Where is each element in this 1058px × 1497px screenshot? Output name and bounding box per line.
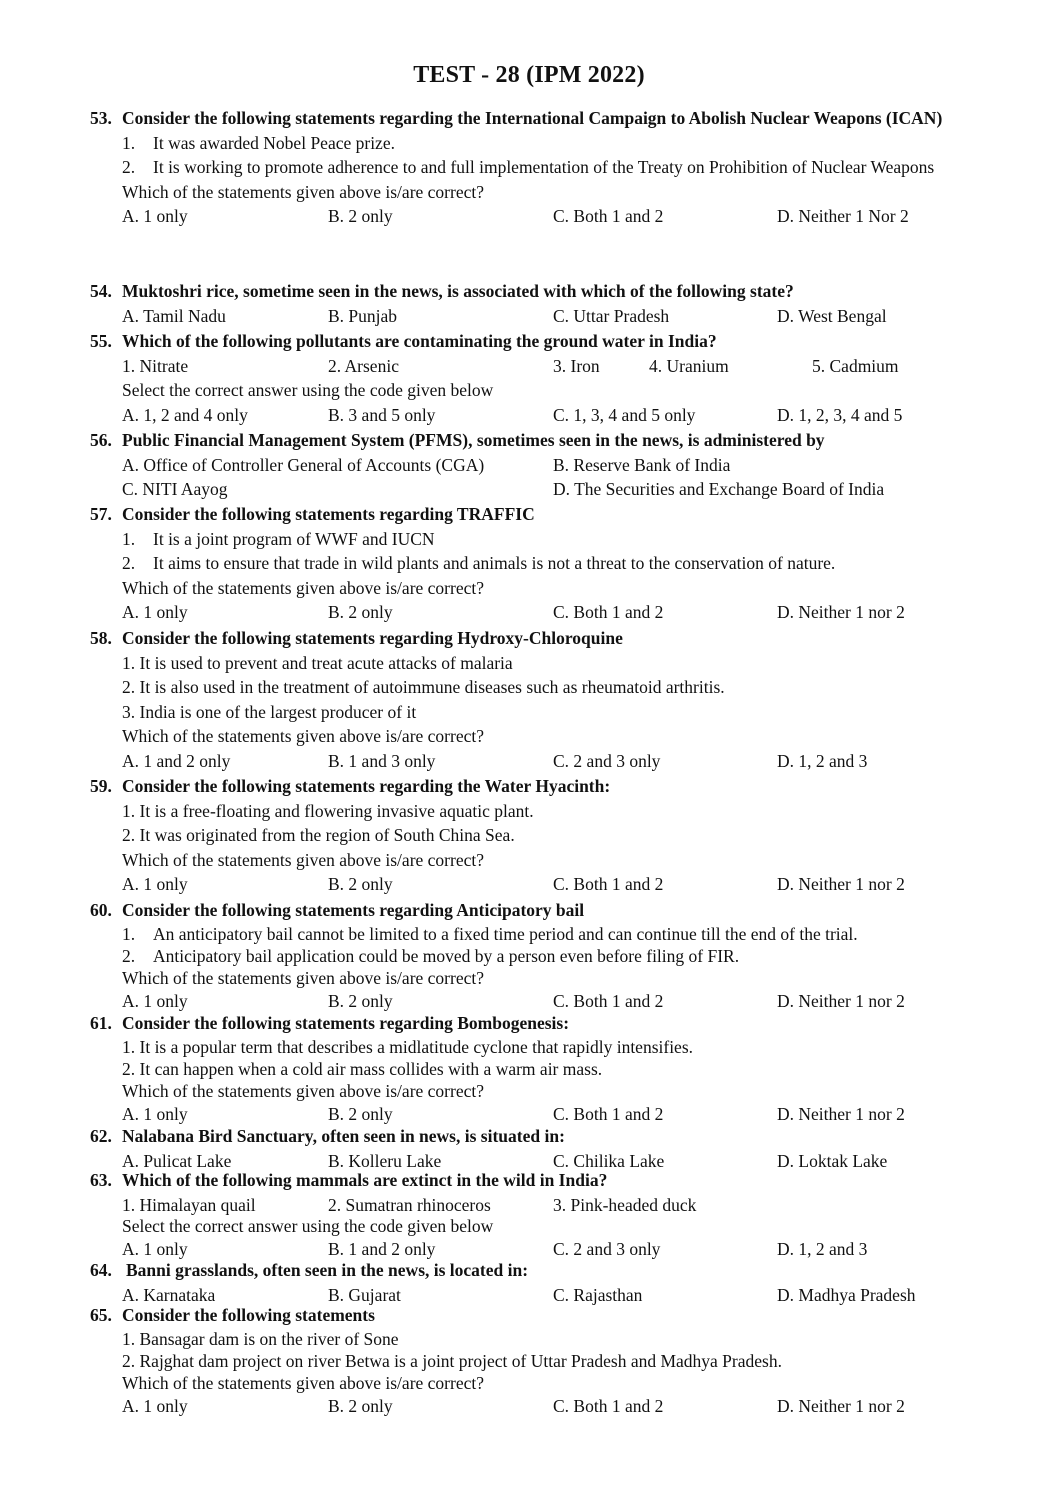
statement: 1. It is a joint program of WWF and IUCN: [122, 528, 435, 549]
question-number: 55.: [90, 331, 112, 351]
items-row: [122, 1193, 970, 1215]
statement: 1. Bansagar dam is on the river of Sone: [122, 1328, 399, 1349]
question-54: [90, 279, 970, 328]
option-c: C. NITI Aayog: [122, 479, 228, 500]
option-c: C. Both 1 and 2: [553, 1103, 664, 1124]
options-row: [122, 403, 970, 428]
question-number: 56.: [90, 430, 112, 450]
question-number: 58.: [90, 628, 112, 648]
statement: 1. It is a popular term that describes a midlatitude cyclone that rapidly intensifies.: [122, 1036, 694, 1057]
question-number: 62.: [90, 1126, 112, 1146]
statement: 2. It was originated from the region of South China Sea.: [122, 825, 515, 846]
question-prompt: Which of the statements given above is/are correct?: [122, 1080, 484, 1101]
option-b: B. 2 only: [328, 990, 393, 1011]
options-row: [122, 1394, 970, 1419]
question-number: 53.: [90, 108, 112, 128]
option-c: C. 2 and 3 only: [553, 750, 661, 771]
option-b: B. 2 only: [328, 206, 393, 227]
option-c: C. 2 and 3 only: [553, 1238, 661, 1259]
options-row: [122, 749, 970, 774]
question-prompt: Which of the statements given above is/are correct?: [122, 1372, 484, 1393]
items-row: [122, 354, 970, 379]
options-row: [122, 453, 970, 478]
statement: 1. It is used to prevent and treat acute attacks of malaria: [122, 652, 513, 673]
option-d: D. West Bengal: [777, 305, 887, 326]
option-c: C. Both 1 and 2: [553, 990, 664, 1011]
option-c: C. Both 1 and 2: [553, 1395, 664, 1416]
item: 3. Pink-headed duck: [553, 1194, 697, 1215]
question-text: Which of the following mammals are extinct in the wild in India?: [122, 1170, 608, 1190]
option-c: C. 1, 3, 4 and 5 only: [553, 404, 696, 425]
option-c: C. Both 1 and 2: [553, 602, 664, 623]
statement: 3. India is one of the largest producer of it: [122, 701, 417, 722]
question-prompt: Which of the statements given above is/are correct?: [122, 849, 484, 870]
options-row: [122, 872, 970, 897]
option-a: A. 1 only: [122, 1238, 188, 1259]
question-62: [90, 1124, 970, 1173]
item: 5. Cadmium: [812, 355, 899, 376]
question-prompt: Select the correct answer using the code given below: [122, 380, 494, 401]
question-prompt: Which of the statements given above is/are correct?: [122, 967, 484, 988]
question-text: Consider the following statements: [122, 1305, 375, 1325]
item: 1. Himalayan quail: [122, 1194, 256, 1215]
question-text: Consider the following statements regarding TRAFFIC: [122, 504, 535, 524]
option-d: D. Neither 1 nor 2: [777, 874, 905, 895]
item: 3. Iron: [553, 355, 600, 376]
question-number: 64.: [90, 1260, 112, 1280]
question-number: 59.: [90, 776, 112, 796]
question-57: [90, 502, 970, 625]
option-b: B. 2 only: [328, 602, 393, 623]
option-b: B. 3 and 5 only: [328, 404, 436, 425]
options-row: [122, 204, 970, 229]
statement: 2. Anticipatory bail application could be moved by a person even before filing of FIR.: [122, 945, 740, 966]
question-number: 63.: [90, 1170, 112, 1190]
option-a: A. 1 only: [122, 1103, 188, 1124]
statement: 2. It is also used in the treatment of autoimmune diseases such as rheumatoid arthritis.: [122, 677, 725, 698]
question-text: Public Financial Management System (PFMS), sometimes seen in the news, is administered by: [122, 430, 825, 450]
item: 1. Nitrate: [122, 355, 189, 376]
question-number: 65.: [90, 1305, 112, 1325]
statement: 1. An anticipatory bail cannot be limited to a fixed time period and can continue till the end of the trial.: [122, 923, 858, 944]
statement: 2. It is working to promote adherence to and full implementation of the Treaty on Prohibition of Nuclear Weapons: [122, 157, 935, 178]
statement: 2. It aims to ensure that trade in wild plants and animals is not a threat to the conservation of nature.: [122, 553, 836, 574]
page-title: TEST - 28 (IPM 2022): [413, 62, 645, 88]
option-a: A. 1, 2 and 4 only: [122, 404, 248, 425]
question-text: Which of the following pollutants are contaminating the ground water in India?: [122, 331, 717, 351]
question-number: 61.: [90, 1013, 112, 1033]
question-56: [90, 428, 970, 502]
question-prompt: Which of the statements given above is/are correct?: [122, 181, 484, 202]
options-row: [122, 989, 970, 1014]
question-text: Consider the following statements regarding Anticipatory bail: [122, 900, 585, 920]
options-row: [122, 304, 970, 329]
question-prompt: Which of the statements given above is/are correct?: [122, 726, 484, 747]
question-text: Consider the following statements regarding Hydroxy-Chloroquine: [122, 628, 623, 648]
option-a: A. 1 only: [122, 602, 188, 623]
option-c: C. Both 1 and 2: [553, 874, 664, 895]
question-text: Consider the following statements regarding the Water Hyacinth:: [122, 776, 611, 796]
option-d: D. Madhya Pradesh: [777, 1284, 916, 1305]
question-64: [90, 1258, 970, 1307]
question-55: [90, 329, 970, 427]
statement: 2. It can happen when a cold air mass collides with a warm air mass.: [122, 1058, 603, 1079]
option-d: D. Neither 1 Nor 2: [777, 206, 909, 227]
question-number: 57.: [90, 504, 112, 524]
option-b: B. 1 and 2 only: [328, 1238, 436, 1259]
option-a: A. 1 only: [122, 990, 188, 1011]
option-d: D. Neither 1 nor 2: [777, 1103, 905, 1124]
question-text: Consider the following statements regarding the International Campaign to Abolish Nuclear Weapons (ICAN): [122, 108, 943, 128]
question-prompt: Which of the statements given above is/are correct?: [122, 577, 484, 598]
question-65: [90, 1303, 970, 1418]
option-d: D. 1, 2 and 3: [777, 1238, 868, 1259]
option-b: B. Reserve Bank of India: [553, 454, 731, 475]
item: 4. Uranium: [649, 355, 729, 376]
options-row: [122, 477, 970, 502]
option-a: A. 1 only: [122, 206, 188, 227]
question-60: [90, 898, 970, 1013]
question-58: [90, 626, 970, 774]
question-number: 54.: [90, 281, 112, 301]
statement: 1. It was awarded Nobel Peace prize.: [122, 132, 395, 153]
options-row: [122, 600, 970, 625]
option-a: A. Pulicat Lake: [122, 1150, 232, 1171]
question-text: Nalabana Bird Sanctuary, often seen in news, is situated in:: [122, 1126, 565, 1146]
question-number: 60.: [90, 900, 112, 920]
option-d: D. Neither 1 nor 2: [777, 1395, 905, 1416]
statement: 1. It is a free-floating and flowering invasive aquatic plant.: [122, 800, 534, 821]
option-b: B. Kolleru Lake: [328, 1150, 442, 1171]
option-b: B. Punjab: [328, 305, 398, 326]
option-a: A. Office of Controller General of Accounts (CGA): [122, 454, 485, 475]
question-63: [90, 1168, 970, 1261]
option-d: D. The Securities and Exchange Board of India: [553, 479, 885, 500]
option-c: C. Both 1 and 2: [553, 206, 664, 227]
option-b: B. 1 and 3 only: [328, 750, 436, 771]
question-53: [90, 106, 970, 229]
option-b: B. 2 only: [328, 874, 393, 895]
option-d: D. Neither 1 nor 2: [777, 990, 905, 1011]
question-text: Muktoshri rice, sometime seen in the news, is associated with which of the following state?: [122, 281, 794, 301]
option-d: D. 1, 2, 3, 4 and 5: [777, 404, 903, 425]
option-b: B. 2 only: [328, 1103, 393, 1124]
option-b: B. 2 only: [328, 1395, 393, 1416]
question-61: [90, 1011, 970, 1126]
item: 2. Arsenic: [328, 355, 399, 376]
option-c: C. Chilika Lake: [553, 1150, 665, 1171]
option-d: D. Loktak Lake: [777, 1150, 888, 1171]
option-a: A. 1 only: [122, 1395, 188, 1416]
option-a: A. 1 and 2 only: [122, 750, 231, 771]
question-text: Consider the following statements regarding Bombogenesis:: [122, 1013, 570, 1033]
option-a: A. 1 only: [122, 874, 188, 895]
options-row: [122, 1102, 970, 1127]
item: 2. Sumatran rhinoceros: [328, 1194, 491, 1215]
question-text: Banni grasslands, often seen in the news, is located in:: [126, 1260, 529, 1280]
option-d: D. 1, 2 and 3: [777, 750, 868, 771]
option-c: C. Rajasthan: [553, 1284, 643, 1305]
option-a: A. Karnataka: [122, 1284, 216, 1305]
option-c: C. Uttar Pradesh: [553, 305, 670, 326]
statement: 2. Rajghat dam project on river Betwa is a joint project of Uttar Pradesh and Madhya Pradesh.: [122, 1350, 782, 1371]
option-d: D. Neither 1 nor 2: [777, 602, 905, 623]
option-b: B. Gujarat: [328, 1284, 401, 1305]
question-prompt: Select the correct answer using the code given below: [122, 1215, 494, 1236]
option-a: A. Tamil Nadu: [122, 305, 226, 326]
question-59: [90, 774, 970, 897]
